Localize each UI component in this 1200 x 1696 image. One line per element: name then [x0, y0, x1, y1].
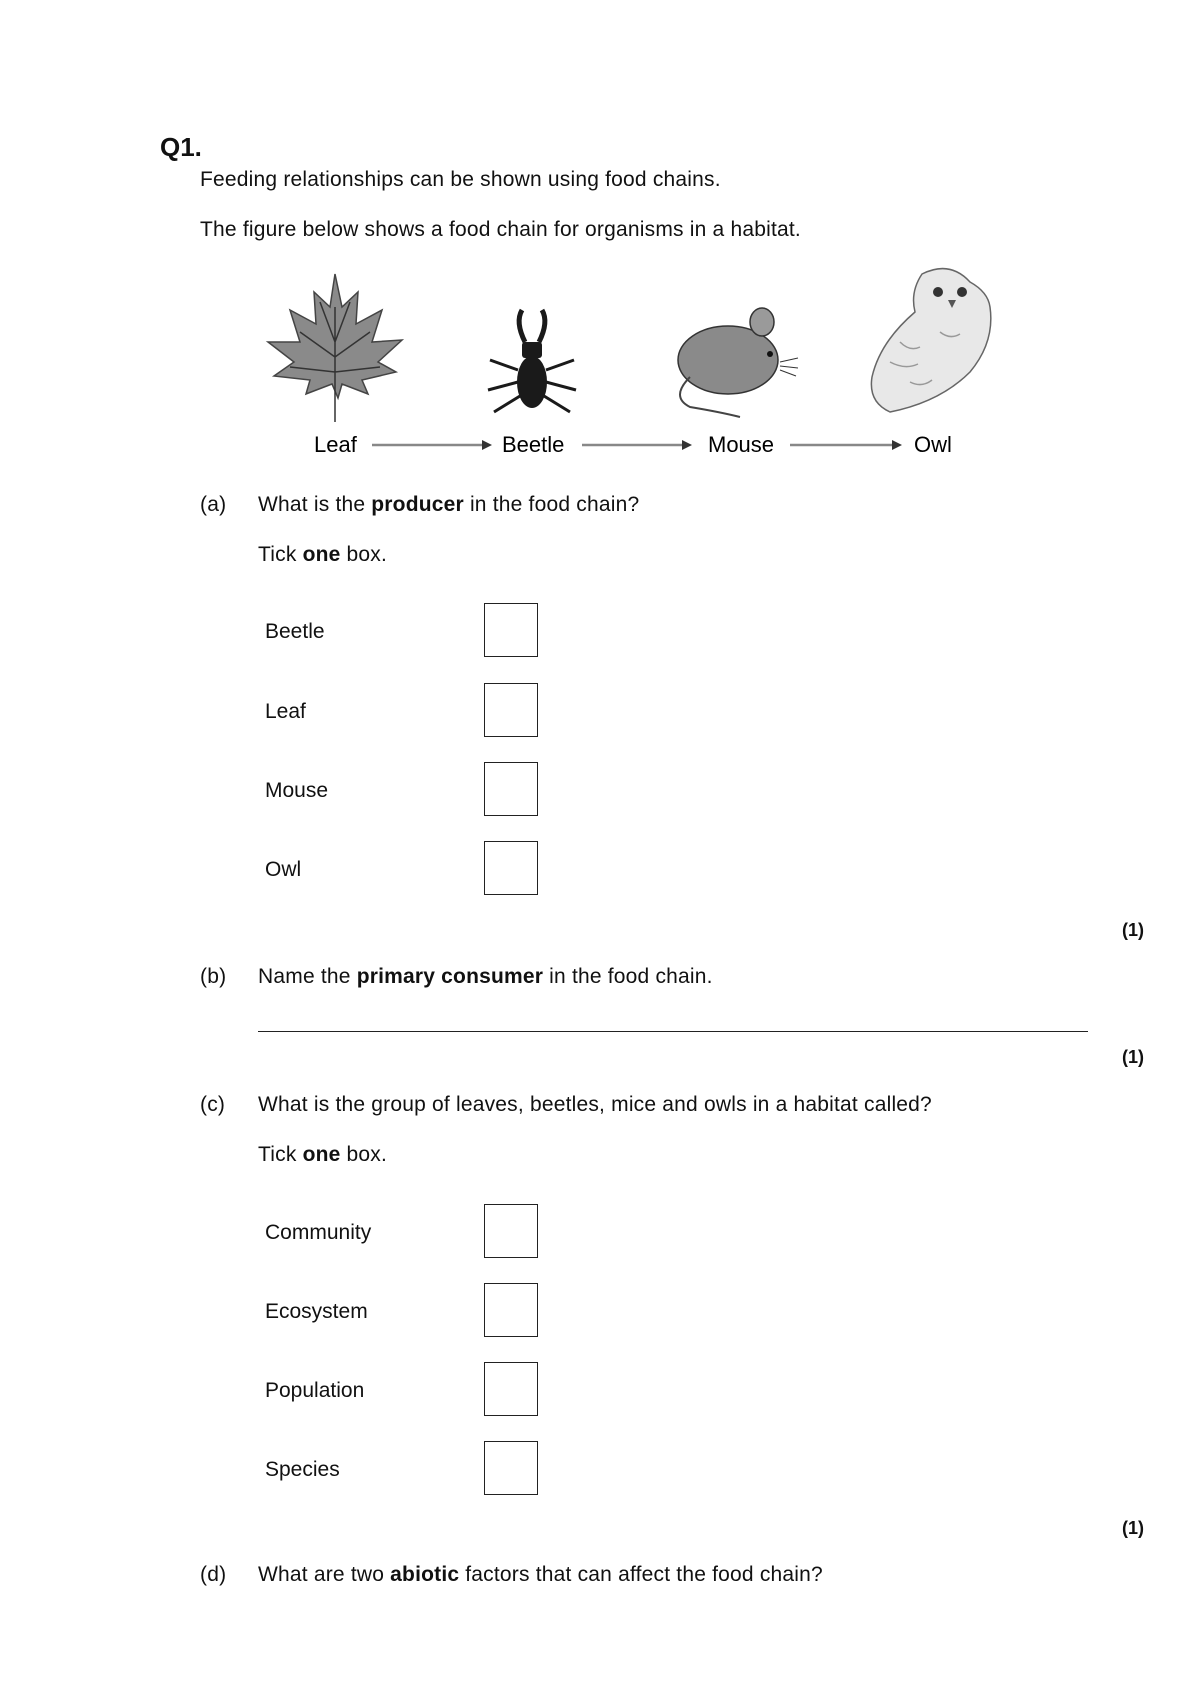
- option-label-population: Population: [265, 1379, 365, 1402]
- owl-illustration: [871, 269, 990, 412]
- option-label-community: Community: [265, 1221, 372, 1244]
- part-b-marks: (1): [1122, 1047, 1144, 1067]
- option-label-ecosystem: Ecosystem: [265, 1300, 368, 1323]
- beetle-illustration: [488, 310, 576, 412]
- option-label-leaf: Leaf: [265, 700, 306, 723]
- option-label-species: Species: [265, 1458, 340, 1481]
- checkbox-community[interactable]: [484, 1204, 538, 1258]
- chain-arrows: [372, 440, 902, 450]
- checkbox-mouse[interactable]: [484, 762, 538, 816]
- chain-label-beetle: Beetle: [502, 432, 565, 457]
- checkbox-beetle[interactable]: [484, 603, 538, 657]
- arrowhead-3: [892, 440, 902, 450]
- arrowhead-1: [482, 440, 492, 450]
- checkbox-species[interactable]: [484, 1441, 538, 1495]
- checkbox-population[interactable]: [484, 1362, 538, 1416]
- checkbox-leaf[interactable]: [484, 683, 538, 737]
- part-a-question: What is the producer in the food chain?: [258, 493, 640, 516]
- question-number: Q1.: [160, 132, 202, 162]
- option-label-mouse: Mouse: [265, 779, 329, 802]
- option-label-beetle: Beetle: [265, 620, 325, 643]
- arrowhead-2: [682, 440, 692, 450]
- chain-label-leaf: Leaf: [314, 432, 357, 457]
- chain-label-mouse: Mouse: [708, 432, 775, 457]
- checkbox-ecosystem[interactable]: [484, 1283, 538, 1337]
- option-label-owl: Owl: [265, 858, 302, 881]
- part-c-question: What is the group of leaves, beetles, mice and owls in a habitat called?: [258, 1093, 932, 1116]
- part-d-question: What are two abiotic factors that can affect the food chain?: [258, 1563, 823, 1586]
- part-c-marks: (1): [1122, 1518, 1144, 1538]
- part-c-letter: (c): [200, 1093, 226, 1116]
- question-intro-2: The figure below shows a food chain for organisms in a habitat.: [200, 218, 801, 241]
- part-b-letter: (b): [200, 965, 227, 988]
- part-a-instruction: Tick one box.: [258, 543, 388, 566]
- mouse-illustration: [678, 308, 798, 417]
- part-a-letter: (a): [200, 493, 227, 516]
- chain-label-owl: Owl: [914, 432, 952, 457]
- answer-line[interactable]: [258, 1031, 1088, 1032]
- checkbox-owl[interactable]: [484, 841, 538, 895]
- question-intro-1: Feeding relationships can be shown using food chains.: [200, 168, 721, 191]
- part-c-instruction: Tick one box.: [258, 1143, 388, 1166]
- food-chain-figure: [250, 262, 1030, 462]
- part-b-question: Name the primary consumer in the food chain.: [258, 965, 713, 988]
- part-d-letter: (d): [200, 1563, 227, 1586]
- leaf-illustration: [268, 274, 402, 422]
- part-a-marks: (1): [1122, 920, 1144, 940]
